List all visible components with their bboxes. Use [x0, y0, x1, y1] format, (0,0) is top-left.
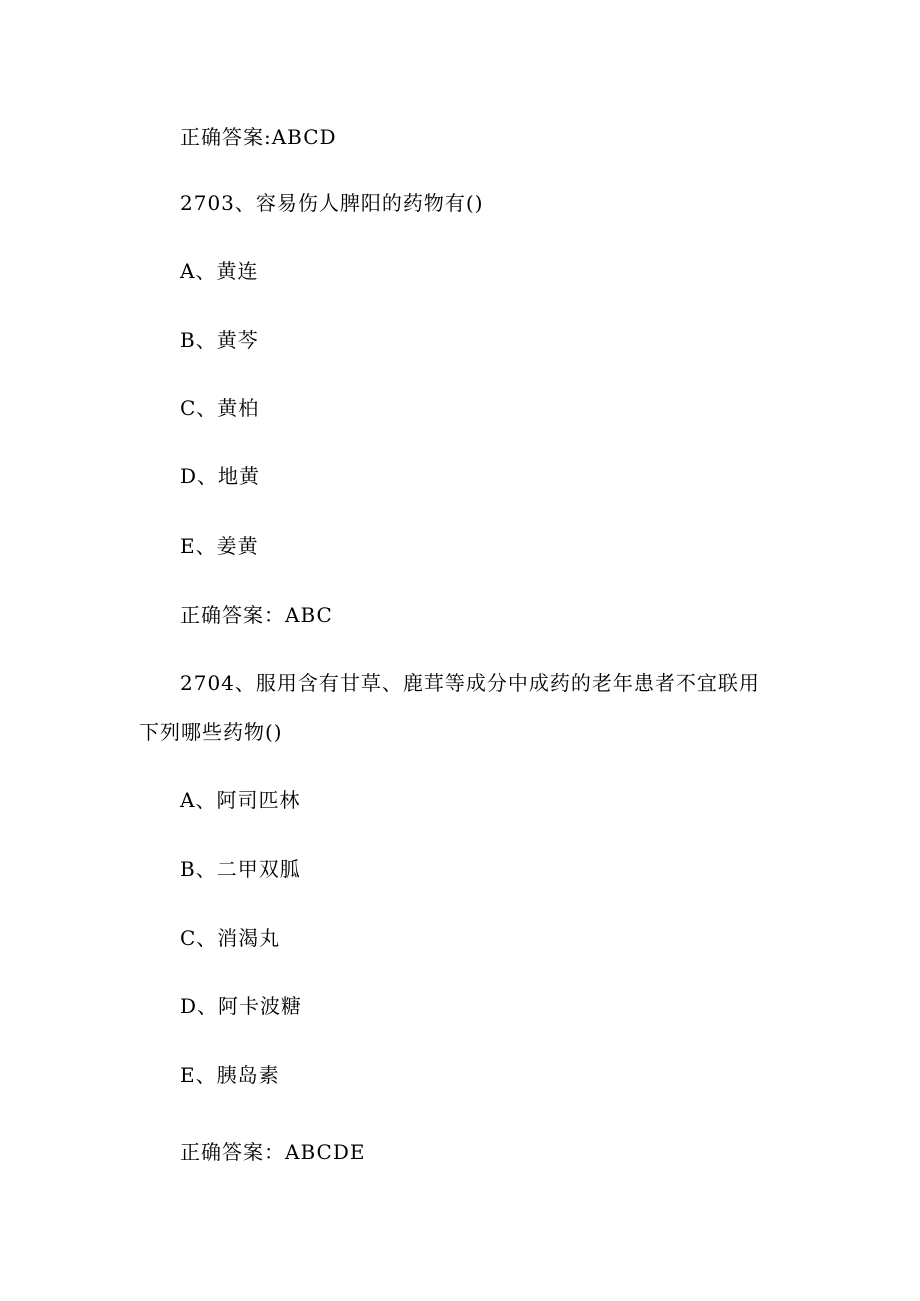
option-b: B、二甲双胍 [180, 857, 301, 881]
option-d: D、地黄 [180, 464, 261, 488]
question-stem-continuation: 下列哪些药物() [139, 720, 283, 744]
answer-line: 正确答案：ABCDE [180, 1140, 366, 1164]
option-d: D、阿卡波糖 [180, 994, 303, 1018]
answer-line: 正确答案：ABC [180, 603, 333, 627]
question-stem: 2703、容易伤人脾阳的药物有() [180, 191, 484, 215]
question-stem: 2704、服用含有甘草、鹿茸等成分中成药的老年患者不宜联用 [180, 671, 760, 695]
option-a: A、黄连 [180, 259, 259, 283]
option-a: A、阿司匹林 [180, 788, 301, 812]
option-c: C、消渴丸 [180, 926, 281, 950]
option-c: C、黄柏 [180, 396, 260, 420]
option-e: E、胰岛素 [180, 1063, 280, 1087]
option-b: B、黄芩 [180, 328, 259, 352]
answer-line: 正确答案:ABCD [180, 125, 337, 149]
option-e: E、姜黄 [180, 534, 259, 558]
